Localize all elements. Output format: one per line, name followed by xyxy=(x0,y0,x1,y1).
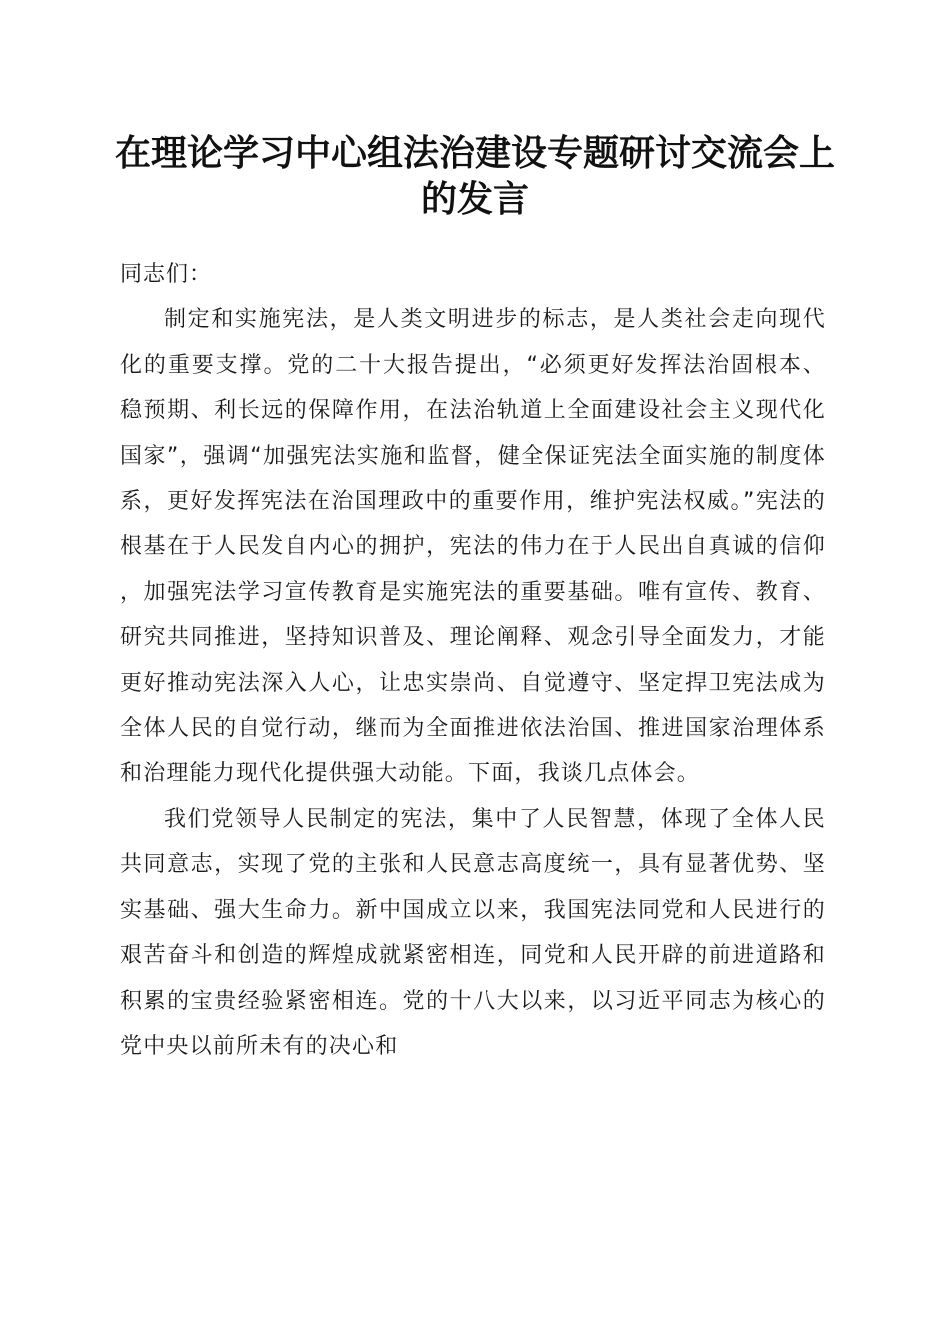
paragraph-2: 我们党领导人民制定的宪法，集中了人民智慧，体现了全体人民共同意志，实现了党的主张和人民意志高度统一，具有显著优势、坚实基础、强大生命力。新中国成立以来，我国宪法同党和人民进行的艰苦奋斗和创造的辉煌成就紧密相连，同党和人民开辟的前进道路和积累的宝贵经验紧密相连。党的十八大以来，以习近平同志为核心的党中央以前所未有的决心和 xyxy=(120,806,826,1059)
salutation: 同志们： xyxy=(120,262,213,287)
document-title: 在理论学习中心组法治建设专题研讨交流会上的发言 xyxy=(114,132,835,220)
paragraph-1: 制定和实施宪法，是人类文明进步的标志，是人类社会走向现代化的重要支撑。党的二十大报告提出，“必须更好发挥法治固根本、稳预期、利长远的保障作用，在法治轨道上全面建设社会主义现代化国家”，强调“加强宪法实施和监督，健全保证宪法全面实施的制度体系，更好发挥宪法在治国理政中的重要作用，维护宪法权威。”宪法的根基在于人民发自内心的拥护，宪法的伟力在于人民出自真诚的信仰，加强宪法学习宣传教育是实施宪法的重要基础。唯有宣传、教育、研究共同推进，坚持知识普及、理论阐释、观念引导全面发力，才能更好推动宪法深入人心，让忠实崇尚、自觉遵守、坚定捍卫宪法成为全体人民的自觉行动，继而为全面推进依法治国、推进国家治理体系和治理能力现代化提供强大动能。下面，我谈几点体会。 xyxy=(120,307,826,787)
document-body xyxy=(120,252,826,1069)
